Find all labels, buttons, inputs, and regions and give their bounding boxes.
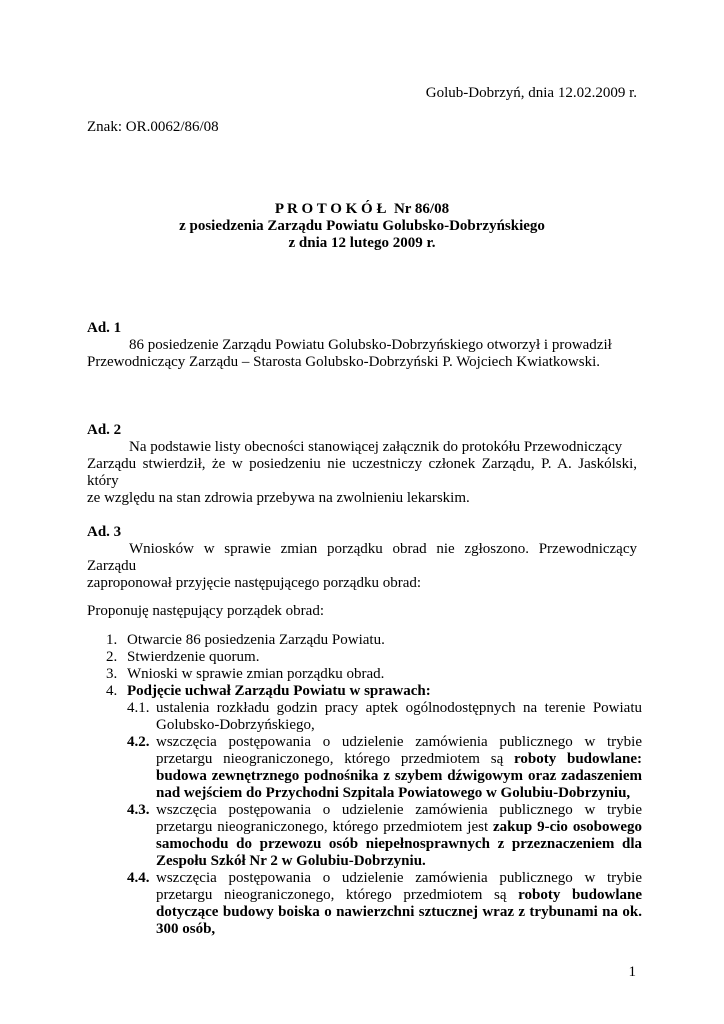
ad1-paragraph xyxy=(87,337,637,371)
agenda-subitem-text: wszczęcia postępowania o udzielenie zamówienia publicznego w trybie przetargu nieograniczonego, którego przedmiotem jest xyxy=(156,802,642,835)
agenda-subitem-number: 4.4. xyxy=(127,870,150,886)
ad2-paragraph xyxy=(87,439,637,507)
ad2-heading: Ad. 2 xyxy=(87,422,122,438)
document-title xyxy=(0,201,724,252)
ad3-line-1: Wniosków w sprawie zmian porządku obrad nie zgłoszono. Przewodniczący Zarządu xyxy=(87,541,637,574)
agenda-subitem xyxy=(87,700,642,734)
agenda-item-text: Podjęcie uchwał Zarządu Powiatu w sprawach: xyxy=(127,683,431,699)
agenda-subitem-number: 4.2. xyxy=(127,734,150,750)
agenda-subitem-text: wszczęcia postępowania o udzielenie zamówienia publicznego w trybie przetargu nieograniczonego, którego przedmiotem są xyxy=(156,870,642,903)
title-line-1: P R O T O K Ó Ł Nr 86/08 xyxy=(274,201,450,217)
agenda-subitem-bold-text: roboty budowlane: budowa zewnętrznego podnośnika z szybem dźwigowym oraz zadaszeniem nad wejściem do Przychodni Szpitala Powiatowego w Golubiu-Dobrzyniu, xyxy=(156,751,643,801)
agenda-subitem xyxy=(87,802,642,870)
agenda-sublist xyxy=(127,700,642,938)
place-date: Golub-Dobrzyń, dnia 12.02.2009 r. xyxy=(425,85,637,101)
ad3-heading: Ad. 3 xyxy=(87,524,122,540)
agenda-item xyxy=(87,649,642,666)
agenda-item-number: 4. xyxy=(106,683,118,699)
agenda-item-text: Wnioski w sprawie zmian porządku obrad. xyxy=(127,666,385,682)
title-line-3: z dnia 12 lutego 2009 r. xyxy=(288,235,436,251)
agenda-subitem xyxy=(87,734,642,802)
title-line-2: z posiedzenia Zarządu Powiatu Golubsko-Dobrzyńskiego xyxy=(179,218,545,234)
agenda-subitem-bold-text: zakup 9-cio osobowego samochodu do przewozu osób niepełnosprawnych z przeznaczeniem dla Zespołu Szkół Nr 2 w Golubiu-Dobrzyniu. xyxy=(156,819,642,869)
page-number: 1 xyxy=(628,964,636,980)
ad1-heading: Ad. 1 xyxy=(87,320,122,336)
ad2-line-2: Zarządu stwierdził, że w posiedzeniu nie uczestniczy członek Zarządu, P. A. Jaskólski, który xyxy=(87,456,637,489)
agenda-item-number: 2. xyxy=(106,649,118,665)
ad3-line-2: zaproponował przyjęcie następującego porządku obrad: xyxy=(87,575,422,591)
ad3-paragraph xyxy=(87,541,637,592)
ad2-line-1: Na podstawie listy obecności stanowiącej załącznik do protokółu Przewodniczący xyxy=(129,439,623,455)
agenda-subitem xyxy=(87,870,642,938)
agenda-item xyxy=(87,632,642,649)
agenda-item-number: 1. xyxy=(106,632,118,648)
agenda-subitem-number: 4.1. xyxy=(127,700,150,716)
agenda-item-text: Otwarcie 86 posiedzenia Zarządu Powiatu. xyxy=(127,632,385,648)
ad1-line-2: Przewodniczący Zarządu – Starosta Golubsko-Dobrzyński P. Wojciech Kwiatkowski. xyxy=(87,354,600,370)
agenda-subitem-number: 4.3. xyxy=(127,802,150,818)
ad2-line-3: ze względu na stan zdrowia przebywa na zwolnieniu lekarskim. xyxy=(87,490,470,506)
agenda-intro: Proponuję następujący porządek obrad: xyxy=(87,603,325,619)
agenda-list xyxy=(87,632,642,938)
agenda-subitem-text: ustalenia rozkładu godzin pracy aptek ogólnodostępnych na terenie Powiatu Golubsko-Dobrzyńskiego, xyxy=(156,700,642,733)
document-sign: Znak: OR.0062/86/08 xyxy=(87,119,219,135)
ad1-line-1: 86 posiedzenie Zarządu Powiatu Golubsko-Dobrzyńskiego otworzył i prowadził xyxy=(129,337,612,353)
agenda-subitem-text: wszczęcia postępowania o udzielenie zamówienia publicznego w trybie przetargu nieograniczonego, którego przedmiotem są xyxy=(156,734,642,767)
agenda-item xyxy=(87,666,642,683)
agenda-item xyxy=(87,683,642,938)
agenda-item-number: 3. xyxy=(106,666,118,682)
agenda-subitem-bold-text: roboty budowlane dotyczące budowy boiska o nawierzchni sztucznej wraz z trybunami na ok. 300 osób, xyxy=(156,887,642,937)
agenda-item-text: Stwierdzenie quorum. xyxy=(127,649,260,665)
